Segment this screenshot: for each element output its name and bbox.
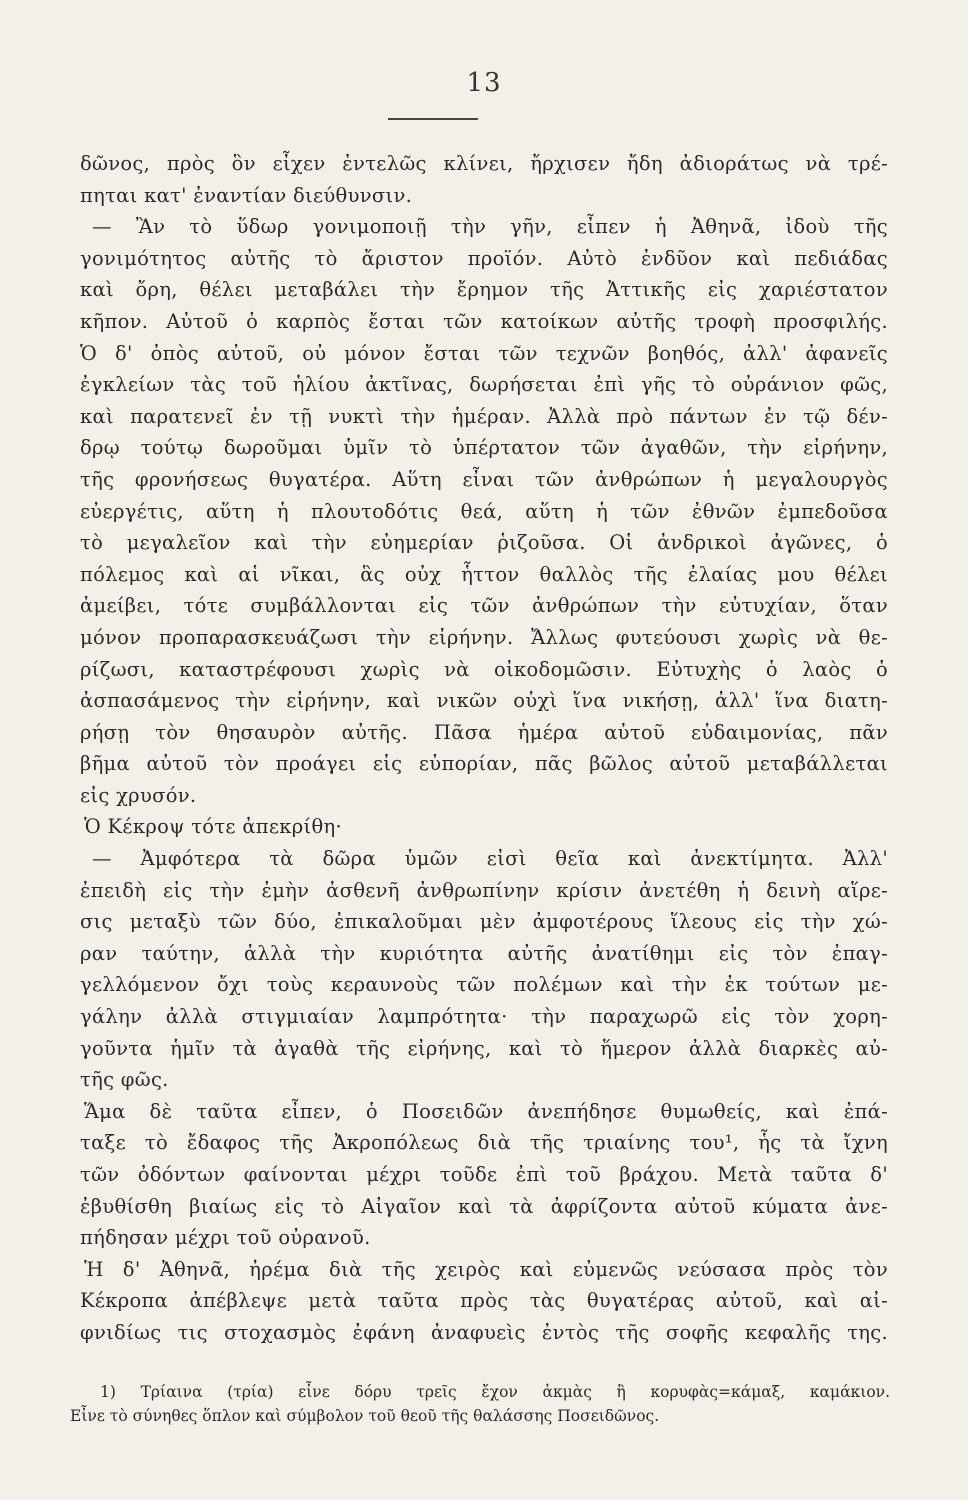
text-line: ταξε τὸ ἔδαφος τῆς Ἀκροπόλεως διὰ τῆς τριαίνης του¹, ἧς τὰ ἴχνη — [80, 1131, 888, 1155]
text-line: ἀμείβει, τότε συμβάλλονται εἰς τῶν ἀνθρώπων τὴν εὐτυχίαν, ὅταν — [80, 594, 888, 618]
text-line: Κέκροπα ἀπέβλεψε μετὰ ταῦτα πρὸς τὰς θυγατέρας αὐτοῦ, καὶ αἰ- — [80, 1289, 888, 1313]
page-number-rule — [388, 118, 478, 120]
text-line: δῶνος, πρὸς ὃν εἶχεν ἐντελῶς κλίνει, ἤρχισεν ἤδη ἀδιοράτως νὰ τρέ- — [80, 152, 888, 175]
text-line: εὐεργέτις, αὕτη ἡ πλουτοδότις θεά, αὕτη ἡ τῶν ἐθνῶν ἐμπεδοῦσα — [80, 499, 888, 523]
text-line: πήδησαν μέχρι τοῦ οὐρανοῦ. — [80, 1226, 371, 1250]
body-text — [80, 148, 888, 1349]
page-number: 13 — [466, 68, 502, 98]
footnote — [70, 1380, 890, 1428]
text-line: δρῳ τούτῳ δωροῦμαι ὑμῖν τὸ ὑπέρτατον τῶν ἀγαθῶν, τὴν εἰρήνην, — [80, 436, 888, 460]
text-line: βῆμα αὐτοῦ τὸν προάγει εἰς εὐπορίαν, πᾶς βῶλος αὐτοῦ μεταβάλλεται — [80, 752, 888, 776]
text-line: πόλεμος καὶ αἱ νῖκαι, ἃς οὐχ ἧττον θαλλὸς τῆς ἐλαίας μου θέλει — [80, 562, 888, 586]
text-line: εἰς χρυσόν. — [80, 783, 197, 807]
footnote-line: Εἶνε τὸ σύνηθες ὅπλον καὶ σύμβολον τοῦ θεοῦ τῆς θαλάσσης Ποσειδῶνος. — [70, 1407, 660, 1425]
text-line: τῆς φρονήσεως θυγατέρα. Αὕτη εἶναι τῶν ἀνθρώπων ἡ μεγαλουργὸς — [80, 467, 888, 491]
text-line: ἐβυθίσθη βιαίως εἰς τὸ Αἰγαῖον καὶ τὰ ἀφρίζοντα αὐτοῦ κύματα ἀνε- — [80, 1194, 888, 1218]
text-line: φνιδίως τις στοχασμὸς ἐφάνη ἀναφυεὶς ἐντὸς τῆς σοφῆς κεφαλῆς της. — [80, 1320, 888, 1344]
text-line: ἐπειδὴ εἰς τὴν ἐμὴν ἀσθενῆ ἀνθρωπίνην κρίσιν ἀνετέθη ἡ δεινὴ αἵρε- — [80, 878, 888, 902]
text-line: πηται κατ' ἐναντίαν διεύθυνσιν. — [80, 183, 413, 207]
text-line: ρίζωσι, καταστρέφουσι χωρὶς νὰ οἰκοδομῶσιν. Εὐτυχὴς ὁ λαὸς ὁ — [80, 657, 888, 681]
text-line: τὸ μεγαλεῖον καὶ τὴν εὐημερίαν ῥιζοῦσα. Οἱ ἀνδρικοὶ ἀγῶνες, ὁ — [80, 531, 888, 555]
footnote-line: 1) Τρίαινα (τρία) εἶνε δόρυ τρεῖς ἔχον ἀκμὰς ἢ κορυφὰς=κάμαξ, καμάκιον. — [100, 1383, 890, 1401]
text-line: καὶ ὄρη, θέλει μεταβάλει τὴν ἔρημον τῆς Ἀττικῆς εἰς χαριέστατον — [80, 278, 888, 302]
text-line: κῆπον. Αὐτοῦ ὁ καρπὸς ἔσται τῶν κατοίκων αὐτῆς τροφὴ προσφιλής. — [80, 309, 888, 333]
text-line: Ὁ Κέκροψ τότε ἀπεκρίθη· — [84, 815, 343, 839]
text-line: μόνον προπαρασκευάζωσι τὴν εἰρήνην. Ἄλλως φυτεύουσι χωρὶς νὰ θε- — [80, 625, 888, 649]
text-line: τῶν ὀδόντων φαίνονται μέχρι τοῦδε ἐπὶ τοῦ βράχου. Μετὰ ταῦτα δ' — [80, 1163, 888, 1186]
text-line: γελλόμενον ὄχι τοὺς κεραυνοὺς τῶν πολέμων καὶ τὴν ἐκ τούτων με- — [80, 973, 888, 997]
text-line: γοῦντα ἡμῖν τὰ ἀγαθὰ τῆς εἰρήνης, καὶ τὸ ἥμερον ἀλλὰ διαρκὲς αὐ- — [80, 1036, 888, 1060]
text-line: ρήσῃ τὸν θησαυρὸν αὐτῆς. Πᾶσα ἡμέρα αὐτοῦ εὐδαιμονίας, πᾶν — [80, 720, 888, 744]
text-line: γάλην ἀλλὰ στιγμιαίαν λαμπρότητα· τὴν παραχωρῶ εἰς τὸν χορη- — [80, 1005, 888, 1029]
text-line: σις μεταξὺ τῶν δύο, ἐπικαλοῦμαι μὲν ἀμφοτέρους ἵλεους εἰς τὴν χώ- — [80, 910, 888, 934]
text-line: γονιμότητος αὐτῆς τὸ ἄριστον προϊόν. Αὐτὸ ἐνδῦον καὶ πεδιάδας — [80, 246, 888, 270]
text-line: — Ἀμφότερα τὰ δῶρα ὑμῶν εἰσὶ θεῖα καὶ ἀνεκτίμητα. Ἀλλ' — [92, 847, 888, 871]
text-line: Ἡ δ' Ἀθηνᾶ, ἠρέμα διὰ τῆς χειρὸς καὶ εὐμενῶς νεύσασα πρὸς τὸν — [84, 1257, 888, 1281]
text-line: τῆς φῶς. — [80, 1068, 169, 1092]
text-line: καὶ παρατενεῖ ἐν τῇ νυκτὶ τὴν ἡμέραν. Ἀλλὰ πρὸ πάντων ἐν τῷ δέν- — [80, 404, 888, 428]
text-line: Ὁ δ' ὀπὸς αὐτοῦ, οὐ μόνον ἔσται τῶν τεχνῶν βοηθός, ἀλλ' ἀφανεῖς — [80, 341, 888, 365]
text-line: Ἅμα δὲ ταῦτα εἶπεν, ὁ Ποσειδῶν ἀνεπήδησε θυμωθείς, καὶ ἐπά- — [84, 1099, 888, 1123]
text-line: ραν ταύτην, ἀλλὰ τὴν κυριότητα αὐτῆς ἀνατίθημι εἰς τὸν ἐπαγ- — [80, 941, 888, 965]
text-line: ἀσπασάμενος τὴν εἰρήνην, καὶ νικῶν οὐχὶ ἵνα νικήσῃ, ἀλλ' ἵνα διατη- — [80, 689, 888, 713]
text-line: — Ἂν τὸ ὕδωρ γονιμοποιῇ τὴν γῆν, εἶπεν ἡ Ἀθηνᾶ, ἰδοὺ τῆς — [92, 215, 888, 239]
text-line: ἐγκλείων τὰς τοῦ ἡλίου ἀκτῖνας, δωρήσεται ἐπὶ γῆς τὸ οὐράνιον φῶς, — [80, 373, 888, 397]
